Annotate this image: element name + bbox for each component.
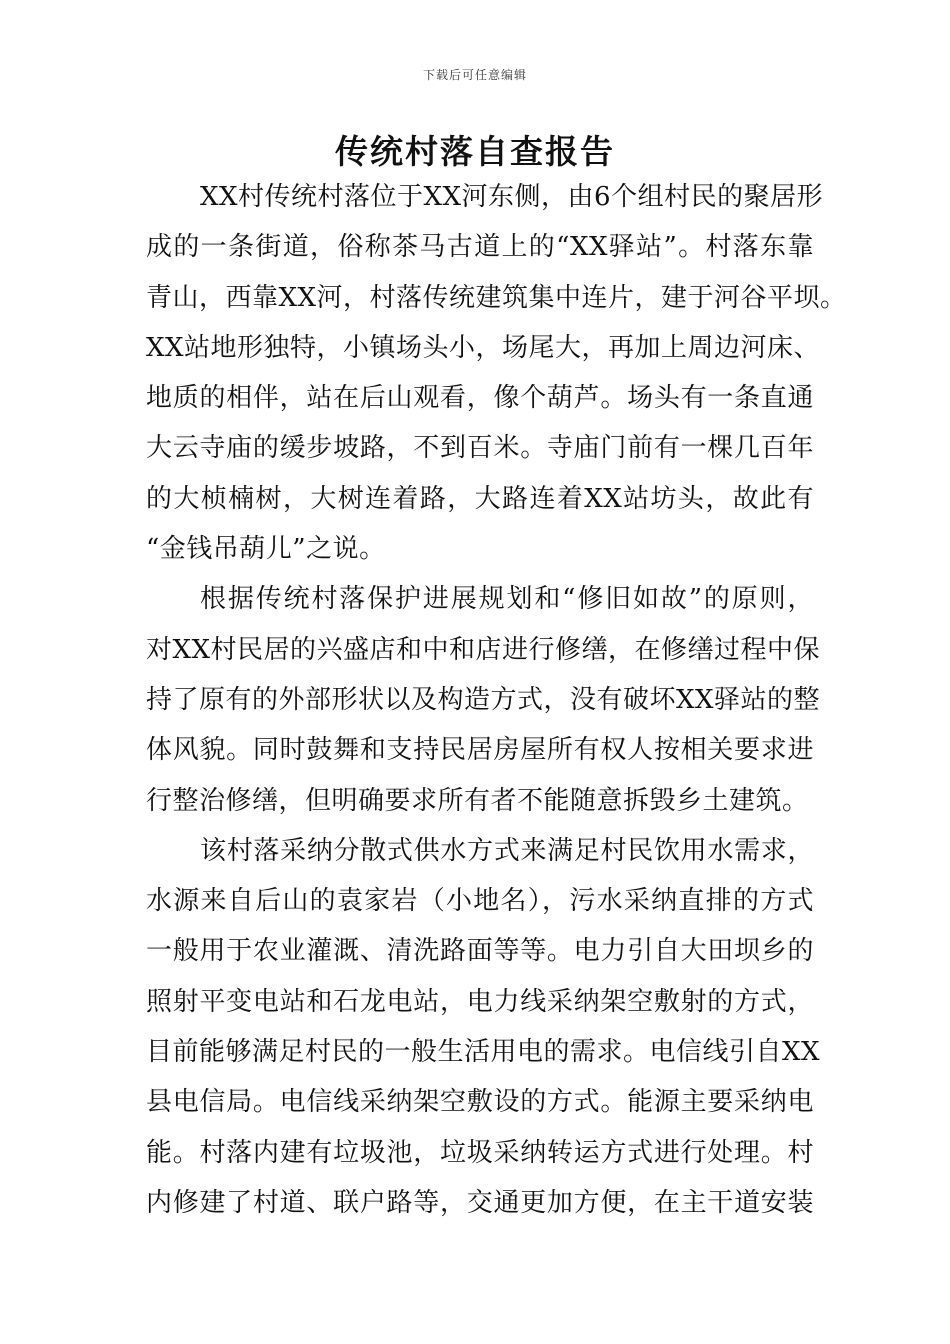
paragraph-2-line-3: 持了原有的外部形状以及构造方式，没有破坏XX驿站的整: [146, 684, 821, 715]
paragraph-2-line-1: 根据传统村落保护进展规划和“修旧如故”的原则，: [200, 584, 814, 615]
paragraph-3-line-8: 内修建了村道、联户路等，交通更加方便，在主干道安装: [146, 1187, 814, 1218]
paragraph-1-line-5: 地质的相伴，站在后山观看，像个葫芦。场头有一条直通: [146, 383, 814, 414]
paragraph-3-line-6: 县电信局。电信线采纳架空敷设的方式。能源主要采纳电: [146, 1087, 814, 1118]
document-title: 传统村落自查报告: [335, 132, 615, 171]
paragraph-1-line-1: XX村传统村落位于XX河东侧，由6个组村民的聚居形: [200, 182, 824, 212]
document-body: [146, 172, 847, 1228]
paragraph-1-line-2: 成的一条街道，俗称茶马古道上的“XX驿站”。村落东靠: [146, 232, 814, 263]
paragraph-3-line-5: 目前能够满足村民的一般生活用电的需求。电信线引自XX: [146, 1037, 821, 1068]
paragraph-2-line-2: 对XX村民居的兴盛店和中和店进行修缮，在修缮过程中保: [146, 634, 821, 665]
paragraph-3-line-7: 能。村落内建有垃圾池，垃圾采纳转运方式进行处理。村: [146, 1137, 814, 1168]
paragraph-1-line-7: 的大桢楠树，大树连着路，大路连着XX站坊头，故此有: [146, 483, 814, 514]
paragraph-1-line-4: XX站地形独特，小镇场头小，场尾大，再加上周边河床、: [146, 332, 821, 363]
paragraph-1-line-8: “金钱吊葫儿”之说。: [146, 534, 386, 565]
paragraph-3-line-3: 一般用于农业灌溉、清洗路面等等。电力引自大田坝乡的: [146, 936, 814, 967]
paragraph-1-line-6: 大云寺庙的缓步坡路，不到百米。寺庙门前有一棵几百年: [146, 433, 814, 464]
paragraph-3-line-2: 水源来自后山的袁家岩（小地名），污水采纳直排的方式: [146, 886, 814, 917]
page-header-note: 下载后可任意编辑: [422, 68, 527, 82]
paragraph-3-line-1: 该村落采纳分散式供水方式来满足村民饮用水需求，: [200, 835, 814, 866]
paragraph-1-line-3: 青山，西靠XX河，村落传统建筑集中连片，建于河谷平坝。: [146, 282, 847, 313]
paragraph-2-line-5: 行整治修缮，但明确要求所有者不能随意拆毁乡土建筑。: [146, 785, 809, 816]
paragraph-2-line-4: 体风貌。同时鼓舞和支持民居房屋所有权人按相关要求进: [146, 735, 814, 766]
paragraph-3-line-4: 照射平变电站和石龙电站，电力线采纳架空敷射的方式，: [146, 986, 814, 1017]
